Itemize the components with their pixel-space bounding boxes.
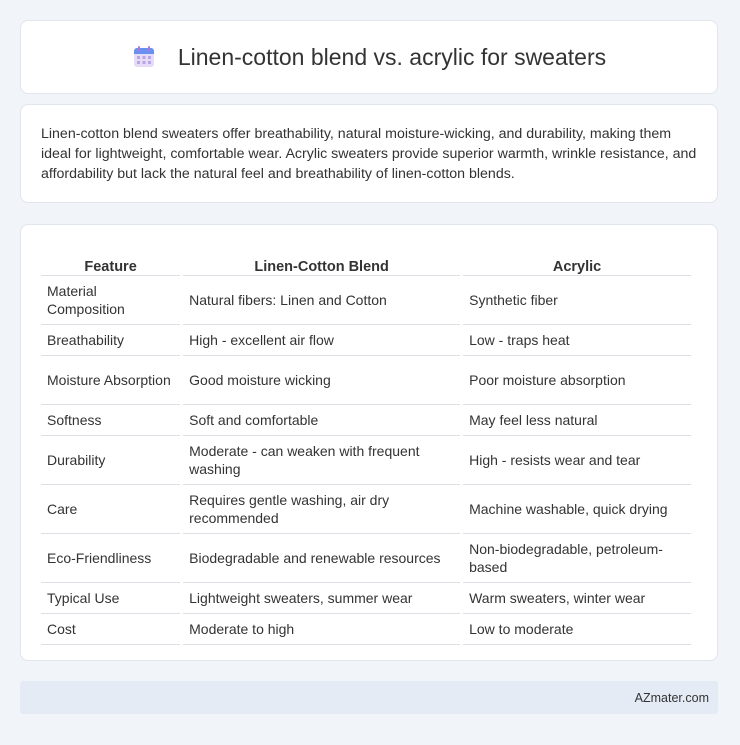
calendar-icon [132,45,156,69]
feature-cell: Material Composition [41,276,180,325]
linen-cotton-cell: Biodegradable and renewable resources [183,534,460,583]
linen-cotton-cell: Moderate to high [183,614,460,645]
linen-cotton-cell: Natural fibers: Linen and Cotton [183,276,460,325]
feature-cell: Durability [41,436,180,485]
table-row [41,276,691,325]
acrylic-cell: High - resists wear and tear [463,436,691,485]
title-card [20,20,718,94]
header-feature: Feature [41,245,180,276]
feature-cell: Cost [41,614,180,645]
feature-cell: Moisture Absorption [41,356,180,405]
intro-text: Linen-cotton blend sweaters offer breathability, natural moisture-wicking, and durability, making them ideal for lightweight, comfortable wear. Acrylic sweaters provide superior warmth, wrinkle resistance, and affordability but lack the natural feel and breathability of linen-cotton blends. [41,126,697,182]
comparison-table [38,245,694,645]
feature-cell: Breathability [41,325,180,356]
header-linen-cotton: Linen-Cotton Blend [183,245,460,276]
acrylic-cell: Synthetic fiber [463,276,691,325]
table-row [41,405,691,436]
table-row [41,534,691,583]
acrylic-cell: Low to moderate [463,614,691,645]
acrylic-cell: Non-biodegradable, petroleum-based [463,534,691,583]
table-row [41,356,691,405]
feature-cell: Softness [41,405,180,436]
intro-card [20,104,718,203]
comparison-card [20,224,718,661]
table-header-row [41,245,691,276]
feature-cell: Eco-Friendliness [41,534,180,583]
linen-cotton-cell: Good moisture wicking [183,356,460,405]
linen-cotton-cell: Soft and comfortable [183,405,460,436]
feature-cell: Care [41,485,180,534]
linen-cotton-cell: Requires gentle washing, air dry recommended [183,485,460,534]
page-title: Linen-cotton blend vs. acrylic for sweaters [177,43,607,70]
linen-cotton-cell: Lightweight sweaters, summer wear [183,583,460,614]
acrylic-cell: Machine washable, quick drying [463,485,691,534]
acrylic-cell: Low - traps heat [463,325,691,356]
acrylic-cell: Poor moisture absorption [463,356,691,405]
acrylic-cell: May feel less natural [463,405,691,436]
acrylic-cell: Warm sweaters, winter wear [463,583,691,614]
footer-brand: AZmater.com [634,690,709,705]
table-row [41,485,691,534]
linen-cotton-cell: Moderate - can weaken with frequent washing [183,436,460,485]
feature-cell: Typical Use [41,583,180,614]
header-acrylic: Acrylic [463,245,691,276]
table-row [41,325,691,356]
table-row [41,436,691,485]
table-row [41,583,691,614]
linen-cotton-cell: High - excellent air flow [183,325,460,356]
table-row [41,614,691,645]
footer [20,681,718,714]
